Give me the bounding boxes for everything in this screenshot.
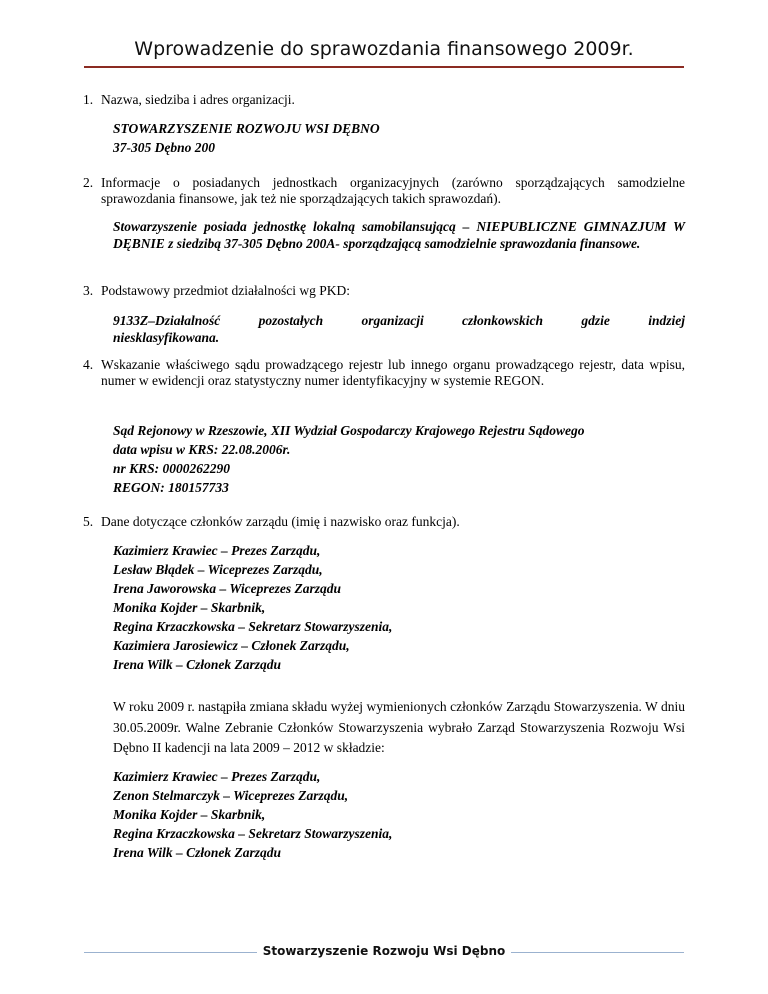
organization-block [113, 119, 685, 157]
section-text: Podstawowy przedmiot działalności wg PKD: [101, 283, 350, 298]
section-2 [83, 175, 685, 207]
pkd-word: 9133Z–Działalność [113, 313, 221, 328]
organization-name: STOWARZYSZENIE ROZWOJU WSI DĘBNO [113, 121, 380, 136]
registry-regon: REGON: 180157733 [113, 480, 229, 495]
section-1 [83, 92, 685, 108]
board-member: Regina Krzaczkowska – Sekretarz Stowarzyszenia, [113, 826, 393, 841]
units-text: Stowarzyszenie posiada jednostkę lokalną samobilansującą – NIEPUBLICZNE GIMNAZJUM W DĘBNIE z siedzibą 37-305 Dębno 200A- sporządzającą samodzielnie sprawozdania finansowe. [113, 219, 685, 251]
footer-text: Stowarzyszenie Rozwoju Wsi Dębno [257, 944, 512, 958]
board-member: Irena Wilk – Członek Zarządu [113, 657, 282, 672]
pkd-word: organizacji [361, 313, 424, 328]
section-number: 5. [83, 514, 94, 529]
header-rule [84, 66, 684, 68]
registry-entry-date: data wpisu w KRS: 22.08.2006r. [113, 442, 291, 457]
registry-krs: nr KRS: 0000262290 [113, 461, 231, 476]
pkd-line-1 [113, 313, 685, 330]
board-member: Kazimiera Jarosiewicz – Członek Zarządu, [113, 638, 350, 653]
pkd-word: gdzie [581, 313, 610, 328]
registry-court: Sąd Rejonowy w Rzeszowie, XII Wydział Gospodarczy Krajowego Rejestru Sądowego [113, 423, 585, 438]
board-member: Kazimierz Krawiec – Prezes Zarządu, [113, 543, 321, 558]
section-number: 3. [83, 283, 94, 298]
board-member: Lesław Błądek – Wiceprezes Zarządu, [113, 562, 323, 577]
board-new-list [113, 767, 685, 862]
board-member: Irena Jaworowska – Wiceprezes Zarządu [113, 581, 342, 596]
board-member: Zenon Stelmarczyk – Wiceprezes Zarządu, [113, 788, 349, 803]
registry-block [113, 421, 685, 497]
section-number: 4. [83, 357, 94, 372]
board-member: Monika Kojder – Skarbnik, [113, 600, 266, 615]
section-5 [83, 514, 685, 530]
page-header-title: Wprowadzenie do sprawozdania finansowego 2009r. [134, 38, 634, 60]
section-3 [83, 283, 685, 299]
page-footer [84, 944, 684, 960]
board-member: Monika Kojder – Skarbnik, [113, 807, 266, 822]
board-initial-list [113, 541, 685, 674]
section-text: Informacje o posiadanych jednostkach organizacyjnych (zarówno sporządzających samodzielne sprawozdania finansowe, jak też nie sporządzających takich sprawozdań). [101, 175, 685, 206]
pkd-line-2: niesklasyfikowana. [113, 329, 220, 345]
change-paragraph: W roku 2009 r. nastąpiła zmiana składu wyżej wymienionych członków Zarządu Stowarzyszenia. W dniu 30.05.2009r. Walne Zebranie Członków Stowarzyszenia wybrało Zarząd Stowarzyszenia Rozwoju Wsi Dębno II kadencji na lata 2009 – 2012 w składzie: [113, 699, 685, 755]
section-text: Wskazanie właściwego sądu prowadzącego rejestr lub innego organu prowadzącego rejestr, data wpisu, numer w ewidencji oraz statystyczny numer identyfikacyjny w systemie REGON. [101, 357, 685, 388]
section-number: 1. [83, 92, 94, 107]
pkd-word: pozostałych [258, 313, 324, 328]
board-member: Regina Krzaczkowska – Sekretarz Stowarzyszenia, [113, 619, 393, 634]
pkd-block [113, 313, 685, 346]
section-4 [83, 357, 685, 389]
board-member: Kazimierz Krawiec – Prezes Zarządu, [113, 769, 321, 784]
pkd-word: członkowskich [462, 313, 544, 328]
board-member: Irena Wilk – Członek Zarządu [113, 845, 282, 860]
section-number: 2. [83, 175, 94, 190]
section-text: Dane dotyczące członków zarządu (imię i nazwisko oraz funkcja). [101, 514, 460, 529]
units-block [113, 219, 685, 252]
organization-address: 37-305 Dębno 200 [113, 140, 215, 155]
section-text: Nazwa, siedziba i adres organizacji. [101, 92, 295, 107]
pkd-word: indziej [648, 313, 685, 328]
